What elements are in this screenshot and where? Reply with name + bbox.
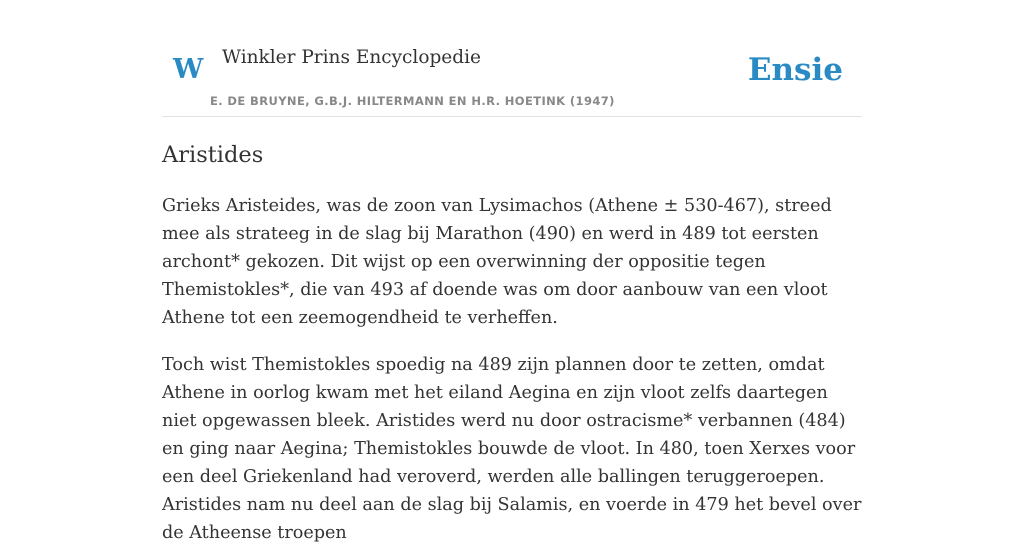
article [162, 130, 862, 547]
encyclopedia-authors: E. DE BRUYNE, G.B.J. HILTERMANN EN H.R. HOETINK (1947) [210, 94, 615, 108]
encyclopedia-title[interactable]: Winkler Prins Encyclopedie [222, 47, 481, 68]
article-paragraph: Toch wist Themistokles spoedig na 489 zijn plannen door te zetten, omdat Athene in oorlog kwam met het eiland Aegina en zijn vloot zelfs daartegen niet opgewassen bleek. Aristides werd nu door ostracisme* verbannen (484) en ging naar Aegina; Themistokles bouwde de vloot. In 480, toen Xerxes voor een deel Griekenland had veroverd, werden alle ballingen teruggeroepen. Aristides nam nu deel aan de slag bij Salamis, en voerde in 479 het bevel over de Atheense troepen [162, 355, 862, 543]
ensie-logo[interactable]: Ensie [747, 52, 843, 88]
article-paragraph: Grieks Aristeides, was de zoon van Lysimachos (Athene ± 530-467), streed mee als strateeg in de slag bij Marathon (490) en werd in 489 tot eersten archont* gekozen. Dit wijst op een overwinning der oppositie tegen Themistokles*, die van 493 af doende was om door aanbouw van een vloot Athene tot een zeemogendheid te verheffen. [162, 196, 832, 328]
winkler-prins-logo[interactable]: W [173, 54, 204, 85]
site-header [162, 0, 862, 117]
article-title: Aristides [162, 142, 264, 168]
